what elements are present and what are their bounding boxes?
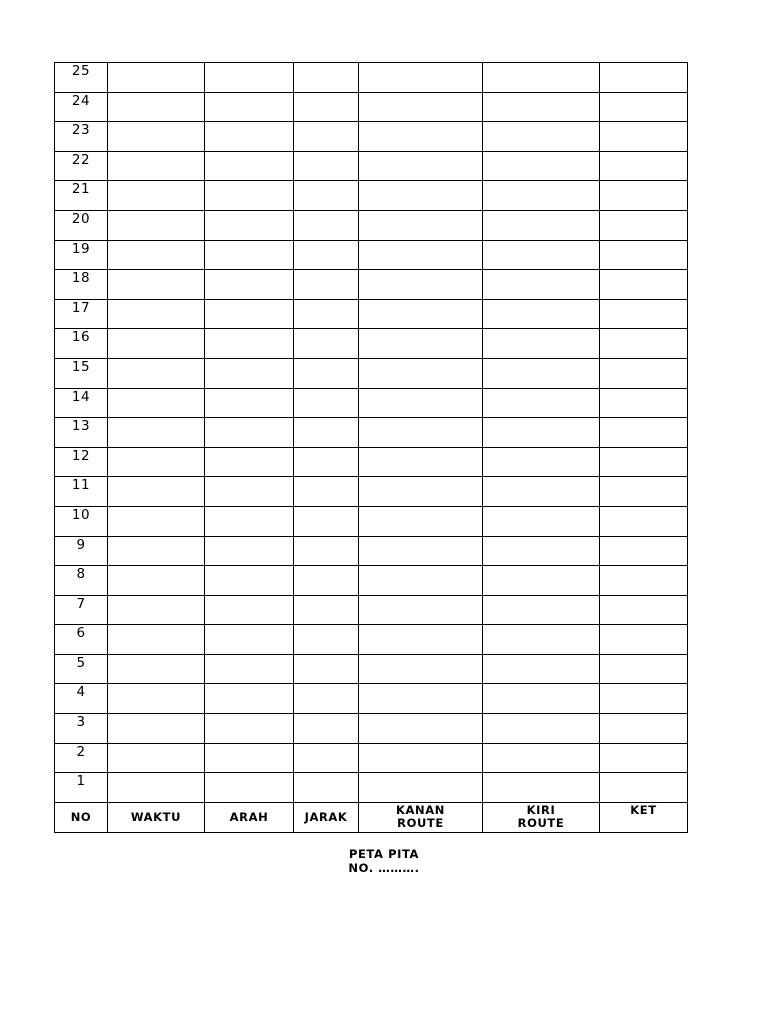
ket-cell	[600, 625, 688, 655]
header-kanan-line1: KANAN	[396, 803, 445, 818]
kanan-route-cell	[359, 122, 483, 152]
arah-cell	[205, 654, 294, 684]
table-row	[55, 506, 688, 536]
table-row	[55, 329, 688, 359]
kiri-route-cell	[483, 270, 600, 300]
arah-cell	[205, 329, 294, 359]
arah-cell	[205, 270, 294, 300]
ket-cell	[600, 773, 688, 803]
no-cell: 20	[55, 210, 108, 240]
table-row	[55, 714, 688, 744]
no-cell: 8	[55, 566, 108, 596]
waktu-cell	[108, 506, 205, 536]
no-cell: 17	[55, 299, 108, 329]
kiri-route-cell	[483, 92, 600, 122]
header-jarak: JARAK	[294, 802, 359, 832]
ket-cell	[600, 536, 688, 566]
kanan-route-cell	[359, 388, 483, 418]
arah-cell	[205, 595, 294, 625]
waktu-cell	[108, 329, 205, 359]
ket-cell	[600, 595, 688, 625]
kiri-route-cell	[483, 654, 600, 684]
no-cell: 3	[55, 714, 108, 744]
table-row	[55, 684, 688, 714]
no-cell: 16	[55, 329, 108, 359]
no-cell: 9	[55, 536, 108, 566]
no-cell: 24	[55, 92, 108, 122]
header-kanan-route	[359, 802, 483, 832]
ket-cell	[600, 92, 688, 122]
header-no: NO	[55, 802, 108, 832]
kanan-route-cell	[359, 92, 483, 122]
table-row	[55, 151, 688, 181]
header-kiri-route	[483, 802, 600, 832]
waktu-cell	[108, 536, 205, 566]
table-row	[55, 299, 688, 329]
arah-cell	[205, 536, 294, 566]
arah-cell	[205, 240, 294, 270]
arah-cell	[205, 388, 294, 418]
no-cell: 14	[55, 388, 108, 418]
footer-title: PETA PITA	[348, 847, 420, 861]
kiri-route-cell	[483, 625, 600, 655]
table-row	[55, 63, 688, 93]
ket-cell	[600, 329, 688, 359]
jarak-cell	[294, 654, 359, 684]
jarak-cell	[294, 240, 359, 270]
waktu-cell	[108, 595, 205, 625]
waktu-cell	[108, 625, 205, 655]
table-row	[55, 773, 688, 803]
table-row	[55, 92, 688, 122]
arah-cell	[205, 299, 294, 329]
kanan-route-cell	[359, 684, 483, 714]
no-cell: 19	[55, 240, 108, 270]
ket-cell	[600, 240, 688, 270]
kiri-route-cell	[483, 477, 600, 507]
arah-cell	[205, 418, 294, 448]
ket-cell	[600, 566, 688, 596]
ket-cell	[600, 63, 688, 93]
no-cell: 5	[55, 654, 108, 684]
jarak-cell	[294, 625, 359, 655]
jarak-cell	[294, 536, 359, 566]
kanan-route-cell	[359, 151, 483, 181]
no-cell: 11	[55, 477, 108, 507]
jarak-cell	[294, 358, 359, 388]
kiri-route-cell	[483, 447, 600, 477]
waktu-cell	[108, 181, 205, 211]
no-cell: 4	[55, 684, 108, 714]
table-row	[55, 654, 688, 684]
ket-cell	[600, 122, 688, 152]
kanan-route-cell	[359, 477, 483, 507]
kanan-route-cell	[359, 329, 483, 359]
kanan-route-cell	[359, 506, 483, 536]
arah-cell	[205, 92, 294, 122]
kiri-route-cell	[483, 63, 600, 93]
no-cell: 18	[55, 270, 108, 300]
table-row	[55, 358, 688, 388]
arah-cell	[205, 358, 294, 388]
waktu-cell	[108, 63, 205, 93]
kanan-route-cell	[359, 773, 483, 803]
kiri-route-cell	[483, 151, 600, 181]
footer-caption	[0, 847, 768, 875]
waktu-cell	[108, 654, 205, 684]
waktu-cell	[108, 388, 205, 418]
header-waktu: WAKTU	[108, 802, 205, 832]
no-cell: 1	[55, 773, 108, 803]
no-cell: 22	[55, 151, 108, 181]
kanan-route-cell	[359, 595, 483, 625]
kanan-route-cell	[359, 210, 483, 240]
ket-cell	[600, 181, 688, 211]
table-row	[55, 240, 688, 270]
table-row	[55, 418, 688, 448]
ket-cell	[600, 299, 688, 329]
header-arah: ARAH	[205, 802, 294, 832]
jarak-cell	[294, 684, 359, 714]
table-row	[55, 566, 688, 596]
ket-cell	[600, 270, 688, 300]
waktu-cell	[108, 684, 205, 714]
kanan-route-cell	[359, 566, 483, 596]
ket-cell	[600, 151, 688, 181]
jarak-cell	[294, 63, 359, 93]
arah-cell	[205, 684, 294, 714]
waktu-cell	[108, 714, 205, 744]
jarak-cell	[294, 477, 359, 507]
no-cell: 2	[55, 743, 108, 773]
arah-cell	[205, 151, 294, 181]
no-cell: 21	[55, 181, 108, 211]
kanan-route-cell	[359, 418, 483, 448]
kiri-route-cell	[483, 418, 600, 448]
header-kiri-line1: KIRI	[526, 803, 556, 818]
table-row	[55, 477, 688, 507]
table-body	[55, 63, 688, 803]
jarak-cell	[294, 714, 359, 744]
waktu-cell	[108, 418, 205, 448]
jarak-cell	[294, 388, 359, 418]
route-card-table	[54, 62, 688, 833]
ket-cell	[600, 447, 688, 477]
kanan-route-cell	[359, 270, 483, 300]
waktu-cell	[108, 210, 205, 240]
footer-number: NO. ……….	[348, 861, 420, 875]
kanan-route-cell	[359, 743, 483, 773]
table-row	[55, 181, 688, 211]
jarak-cell	[294, 506, 359, 536]
ket-cell	[600, 358, 688, 388]
jarak-cell	[294, 566, 359, 596]
arah-cell	[205, 625, 294, 655]
arah-cell	[205, 210, 294, 240]
kanan-route-cell	[359, 536, 483, 566]
ket-cell	[600, 477, 688, 507]
ket-cell	[600, 210, 688, 240]
kiri-route-cell	[483, 684, 600, 714]
kiri-route-cell	[483, 210, 600, 240]
jarak-cell	[294, 181, 359, 211]
no-cell: 15	[55, 358, 108, 388]
table-row	[55, 447, 688, 477]
waktu-cell	[108, 270, 205, 300]
kanan-route-cell	[359, 447, 483, 477]
waktu-cell	[108, 743, 205, 773]
arah-cell	[205, 447, 294, 477]
waktu-cell	[108, 773, 205, 803]
table-row	[55, 536, 688, 566]
kiri-route-cell	[483, 536, 600, 566]
arah-cell	[205, 743, 294, 773]
kanan-route-cell	[359, 299, 483, 329]
jarak-cell	[294, 92, 359, 122]
jarak-cell	[294, 122, 359, 152]
table-row	[55, 270, 688, 300]
jarak-cell	[294, 773, 359, 803]
jarak-cell	[294, 418, 359, 448]
kiri-route-cell	[483, 773, 600, 803]
no-cell: 13	[55, 418, 108, 448]
waktu-cell	[108, 477, 205, 507]
jarak-cell	[294, 151, 359, 181]
table-row	[55, 743, 688, 773]
header-ket: KET	[600, 802, 688, 832]
no-cell: 10	[55, 506, 108, 536]
table-row	[55, 388, 688, 418]
table-row	[55, 625, 688, 655]
jarak-cell	[294, 743, 359, 773]
arah-cell	[205, 506, 294, 536]
kanan-route-cell	[359, 358, 483, 388]
waktu-cell	[108, 566, 205, 596]
no-cell: 23	[55, 122, 108, 152]
kiri-route-cell	[483, 299, 600, 329]
kanan-route-cell	[359, 714, 483, 744]
waktu-cell	[108, 151, 205, 181]
kiri-route-cell	[483, 181, 600, 211]
arah-cell	[205, 181, 294, 211]
kiri-route-cell	[483, 329, 600, 359]
kanan-route-cell	[359, 240, 483, 270]
ket-cell	[600, 506, 688, 536]
ket-cell	[600, 654, 688, 684]
no-cell: 12	[55, 447, 108, 477]
kiri-route-cell	[483, 506, 600, 536]
kanan-route-cell	[359, 63, 483, 93]
arah-cell	[205, 63, 294, 93]
ket-cell	[600, 684, 688, 714]
arah-cell	[205, 477, 294, 507]
ket-cell	[600, 418, 688, 448]
table-header-group	[55, 802, 688, 832]
kiri-route-cell	[483, 743, 600, 773]
table-row	[55, 210, 688, 240]
jarak-cell	[294, 595, 359, 625]
kiri-route-cell	[483, 595, 600, 625]
kiri-route-cell	[483, 358, 600, 388]
kanan-route-cell	[359, 181, 483, 211]
waktu-cell	[108, 358, 205, 388]
jarak-cell	[294, 329, 359, 359]
kiri-route-cell	[483, 566, 600, 596]
arah-cell	[205, 122, 294, 152]
arah-cell	[205, 773, 294, 803]
ket-cell	[600, 714, 688, 744]
ket-cell	[600, 388, 688, 418]
waktu-cell	[108, 299, 205, 329]
header-row	[55, 802, 688, 832]
arah-cell	[205, 714, 294, 744]
header-kiri-line2: ROUTE	[517, 816, 565, 831]
waktu-cell	[108, 122, 205, 152]
kiri-route-cell	[483, 122, 600, 152]
jarak-cell	[294, 299, 359, 329]
jarak-cell	[294, 447, 359, 477]
waktu-cell	[108, 240, 205, 270]
jarak-cell	[294, 210, 359, 240]
table-row	[55, 122, 688, 152]
ket-cell	[600, 743, 688, 773]
kiri-route-cell	[483, 240, 600, 270]
kanan-route-cell	[359, 654, 483, 684]
waktu-cell	[108, 92, 205, 122]
table-row	[55, 595, 688, 625]
kanan-route-cell	[359, 625, 483, 655]
kiri-route-cell	[483, 714, 600, 744]
waktu-cell	[108, 447, 205, 477]
no-cell: 7	[55, 595, 108, 625]
header-kanan-line2: ROUTE	[397, 816, 444, 831]
no-cell: 6	[55, 625, 108, 655]
jarak-cell	[294, 270, 359, 300]
kiri-route-cell	[483, 388, 600, 418]
arah-cell	[205, 566, 294, 596]
no-cell: 25	[55, 63, 108, 93]
